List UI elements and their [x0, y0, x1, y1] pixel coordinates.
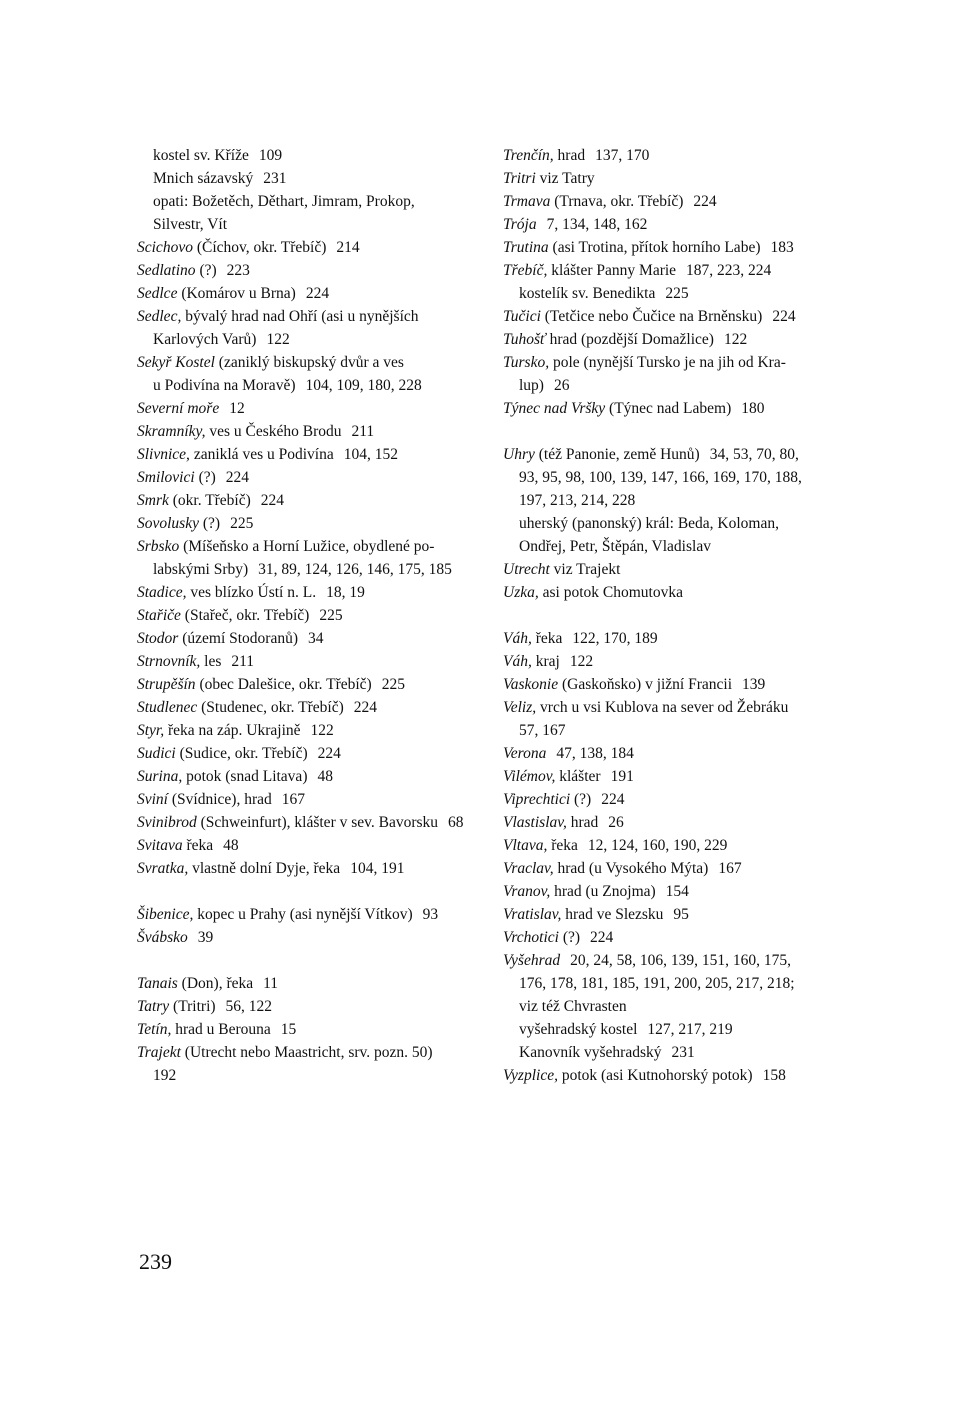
index-entry	[137, 765, 457, 788]
entry-pages: 104, 109, 180, 228	[305, 377, 422, 394]
entry-text: hrad u Berouna	[175, 1021, 271, 1038]
entry-text: viz Trajekt	[553, 561, 621, 578]
entry-text: Karlových Varů)	[153, 331, 257, 348]
entry-pages: 158	[762, 1067, 786, 1084]
entry-text: vrch u vsi Kublova na sever od Žebráku	[540, 699, 789, 716]
index-entry	[503, 397, 825, 420]
entry-text: Silvestr, Vít	[153, 216, 228, 233]
entry-text: (území Stodoranů)	[182, 630, 299, 647]
entry-headword: Uzka,	[503, 584, 539, 601]
index-entry	[137, 351, 457, 374]
entry-text: (Týnec nad Labem)	[609, 400, 732, 417]
entry-headword: Studlenec	[137, 699, 198, 716]
index-entry	[137, 903, 457, 926]
index-entry	[503, 811, 825, 834]
index-entry	[137, 443, 457, 466]
entry-headword: Smilovici	[137, 469, 195, 486]
entry-headword: Vrchotici	[503, 929, 559, 946]
entry-pages: 167	[718, 860, 742, 877]
entry-headword: Sovolusky	[137, 515, 199, 532]
entry-pages: 20, 24, 58, 106, 139, 151, 160, 175,	[570, 952, 791, 969]
entry-pages: 122	[266, 331, 290, 348]
index-entry	[503, 857, 825, 880]
index-entry	[503, 144, 825, 167]
index-entry	[503, 1041, 825, 1064]
entry-pages: 224	[693, 193, 717, 210]
index-entry	[503, 765, 825, 788]
index-entry	[137, 167, 457, 190]
entry-headword: Vraclav,	[503, 860, 554, 877]
entry-text: hrad	[557, 147, 586, 164]
index-entry	[503, 972, 825, 995]
entry-headword: Trenčín,	[503, 147, 554, 164]
entry-pages: 104, 152	[343, 446, 398, 463]
index-entry	[137, 328, 457, 351]
entry-headword: Stařiče	[137, 607, 181, 624]
entry-pages: 122	[723, 331, 748, 348]
entry-pages: 214	[336, 239, 360, 256]
index-entry	[137, 604, 457, 627]
entry-pages: 12, 124, 160, 190, 229	[587, 837, 728, 854]
index-entry	[137, 190, 457, 213]
index-entry	[503, 719, 825, 742]
entry-pages: 26	[608, 814, 624, 831]
entry-pages: 176, 178, 181, 185, 191, 200, 205, 217, 218;	[519, 975, 795, 992]
index-entry	[137, 627, 457, 650]
index-entry	[137, 144, 457, 167]
entry-text: (?)	[202, 515, 221, 532]
entry-headword: Svitava	[137, 837, 183, 854]
entry-headword: Sedlatino	[137, 262, 196, 279]
index-entry	[137, 282, 457, 305]
index-entry	[503, 167, 825, 190]
index-entry	[137, 374, 457, 397]
entry-text: (Gaskoňsko) v jižní Francii	[561, 676, 733, 693]
entry-text: (Utrecht nebo Maastricht, srv. pozn. 50)	[184, 1044, 433, 1061]
entry-headword: Stadice,	[137, 584, 187, 601]
entry-pages: 48	[317, 768, 333, 785]
entry-headword: Sekyř Kostel	[137, 354, 215, 371]
entry-text: (okr. Třebíč)	[172, 492, 251, 509]
entry-headword: Slivnice,	[137, 446, 190, 463]
entry-text: hrad ve Slezsku	[565, 906, 664, 923]
entry-pages: 137, 170	[595, 147, 650, 164]
entry-pages: 224	[772, 308, 796, 325]
entry-pages: 224	[590, 929, 614, 946]
entry-text: klášter Panny Marie	[551, 262, 677, 279]
entry-pages: 224	[353, 699, 378, 716]
index-entry	[137, 719, 457, 742]
entry-text: hrad	[570, 814, 599, 831]
entry-text: uherský (panonský) král: Beda, Koloman,	[519, 515, 779, 532]
entry-pages: 211	[351, 423, 375, 440]
section-gap	[503, 604, 825, 627]
index-entry	[503, 696, 825, 719]
index-entry	[503, 512, 825, 535]
index-entry	[503, 949, 825, 972]
entry-pages: 68	[448, 814, 464, 831]
entry-headword: Váh,	[503, 653, 532, 670]
index-entry	[137, 420, 457, 443]
entry-text: (Svídnice), hrad	[171, 791, 272, 808]
entry-pages: 139	[742, 676, 766, 693]
index-entry	[503, 351, 825, 374]
entry-text: viz též Chvrasten	[519, 998, 627, 1015]
entry-text: (Tritri)	[173, 998, 216, 1015]
entry-headword: Svratka,	[137, 860, 189, 877]
entry-headword: Svinibrod	[137, 814, 197, 831]
index-entry	[503, 903, 825, 926]
index-entry	[137, 236, 457, 259]
section-gap	[137, 880, 457, 903]
entry-text: u Podivína na Moravě)	[153, 377, 296, 394]
entry-text: labskými Srby)	[153, 561, 249, 578]
entry-pages: 93, 95, 98, 100, 139, 147, 166, 169, 170, 188,	[519, 469, 802, 486]
entry-text: (Tetčice nebo Čučice na Brněnsku)	[544, 308, 763, 325]
entry-headword: Srbsko	[137, 538, 180, 555]
index-entry	[137, 788, 457, 811]
entry-pages: 12	[229, 400, 245, 417]
index-entry	[137, 305, 457, 328]
entry-text: (Studenec, okr. Třebíč)	[201, 699, 344, 716]
entry-headword: Vranov,	[503, 883, 551, 900]
index-entry	[503, 328, 825, 351]
entry-text: (zaniklý biskupský dvůr a ves	[218, 354, 404, 371]
entry-text: Ondřej, Petr, Štěpán, Vladislav	[519, 538, 711, 555]
entry-text: (obec Dalešice, okr. Třebíč)	[199, 676, 372, 693]
entry-pages: 154	[665, 883, 689, 900]
entry-headword: Trmava	[503, 193, 551, 210]
index-entry	[503, 466, 825, 489]
entry-text: viz Tatry	[539, 170, 595, 187]
index-entry	[137, 558, 457, 581]
entry-pages: 93	[422, 906, 439, 923]
entry-text: hrad (pozdější Domažlice)	[549, 331, 714, 348]
index-entry	[137, 834, 457, 857]
entry-headword: Vyzplice,	[503, 1067, 558, 1084]
entry-text: (Míšeňsko a Horní Lužice, obydlené po-	[183, 538, 435, 555]
entry-headword: Tursko,	[503, 354, 550, 371]
entry-text: kopec u Prahy (asi nynější Vítkov)	[197, 906, 413, 923]
entry-headword: Trajekt	[137, 1044, 181, 1061]
entry-text: Kanovník vyšehradský	[519, 1044, 662, 1061]
section-gap	[137, 949, 457, 972]
entry-pages: 7, 134, 148, 162	[546, 216, 648, 233]
entry-text: potok (asi Kutnohorský potok)	[561, 1067, 753, 1084]
entry-headword: Tučici	[503, 308, 541, 325]
entry-text: asi potok Chomutovka	[542, 584, 683, 601]
entry-text: (Komárov u Brna)	[181, 285, 296, 302]
entry-text: (Stařeč, okr. Třebíč)	[184, 607, 310, 624]
entry-headword: Scichovo	[137, 239, 193, 256]
entry-text: hrad (u Vysokého Mýta)	[557, 860, 709, 877]
entry-headword: Styr,	[137, 722, 165, 739]
index-entry	[503, 1064, 825, 1087]
entry-pages: 225	[665, 285, 689, 302]
entry-headword: Sedlce	[137, 285, 178, 302]
entry-pages: 31, 89, 124, 126, 146, 175, 185	[258, 561, 452, 578]
entry-text: opati: Božetěch, Děthart, Jimram, Prokop,	[153, 193, 415, 210]
index-entry	[137, 489, 457, 512]
entry-headword: Severní moře	[137, 400, 220, 417]
entry-headword: Sudici	[137, 745, 176, 762]
entry-pages: 225	[230, 515, 254, 532]
entry-text: ves blízko Ústí n. L.	[190, 584, 317, 601]
entry-text: (?)	[198, 469, 216, 486]
index-entry	[503, 236, 825, 259]
index-entry	[137, 1018, 457, 1041]
entry-text: vlastně dolní Dyje, řeka	[192, 860, 341, 877]
index-entry	[503, 443, 825, 466]
entry-headword: Skramníky,	[137, 423, 206, 440]
entry-headword: Verona	[503, 745, 547, 762]
entry-text: klášter	[559, 768, 601, 785]
entry-pages: 109	[258, 147, 283, 164]
entry-headword: Týnec nad Vršky	[503, 400, 606, 417]
entry-headword: Trutina	[503, 239, 549, 256]
entry-pages: 122	[310, 722, 334, 739]
entry-headword: Váh,	[503, 630, 532, 647]
index-entry	[137, 742, 457, 765]
entry-headword: Vilémov,	[503, 768, 556, 785]
entry-headword: Veliz,	[503, 699, 537, 716]
entry-headword: Uhry	[503, 446, 535, 463]
index-entry	[137, 466, 457, 489]
entry-pages: 18, 19	[326, 584, 365, 601]
entry-text: (Číchov, okr. Třebíč)	[196, 239, 327, 256]
entry-text: (Trnava, okr. Třebíč)	[554, 193, 684, 210]
entry-pages: 122, 170, 189	[572, 630, 658, 647]
entry-headword: Švábsko	[137, 929, 188, 946]
entry-text: (?)	[562, 929, 581, 946]
index-entry	[137, 535, 457, 558]
index-entry	[503, 558, 825, 581]
entry-headword: Tatry	[137, 998, 170, 1015]
index-entry	[503, 305, 825, 328]
entry-text: řeka	[535, 630, 563, 647]
entry-pages: 224	[317, 745, 341, 762]
entry-headword: Viprechtici	[503, 791, 571, 808]
entry-headword: Tritri	[503, 170, 536, 187]
index-entry	[503, 535, 825, 558]
entry-pages: 47, 138, 184	[556, 745, 634, 762]
entry-headword: Stodor	[137, 630, 179, 647]
index-entry	[503, 190, 825, 213]
index-entry	[503, 742, 825, 765]
entry-headword: Tanais	[137, 975, 178, 992]
entry-text: vyšehradský kostel	[519, 1021, 638, 1038]
entry-text: hrad (u Znojma)	[554, 883, 656, 900]
index-entry	[137, 811, 464, 834]
entry-text: řeka na záp. Ukrajině	[168, 722, 301, 739]
index-entry	[137, 213, 457, 236]
entry-text: (Don), řeka	[181, 975, 254, 992]
index-entry	[137, 1041, 457, 1064]
index-entry	[503, 627, 825, 650]
entry-headword: Strupěšín	[137, 676, 196, 693]
entry-pages: 192	[153, 1067, 177, 1084]
entry-pages: 15	[280, 1021, 297, 1038]
entry-text: Mnich sázavský	[153, 170, 254, 187]
index-entry	[137, 673, 457, 696]
entry-pages: 225	[319, 607, 343, 624]
entry-pages: 187, 223, 224	[686, 262, 772, 279]
entry-text: kostel sv. Kříže	[153, 147, 249, 164]
index-entry	[137, 1064, 457, 1087]
index-entry	[137, 857, 457, 880]
entry-pages: 191	[610, 768, 634, 785]
entry-pages: 167	[281, 791, 305, 808]
entry-pages: 231	[263, 170, 287, 187]
index-entry	[137, 696, 457, 719]
index-entry	[503, 581, 825, 604]
entry-pages: 180	[741, 400, 765, 417]
entry-pages: 223	[226, 262, 250, 279]
entry-pages: 224	[225, 469, 250, 486]
entry-headword: Tetín,	[137, 1021, 172, 1038]
entry-headword: Vyšehrad	[503, 952, 561, 969]
entry-pages: 183	[770, 239, 794, 256]
entry-text: řeka	[551, 837, 578, 854]
entry-headword: Surina,	[137, 768, 183, 785]
index-entry	[137, 512, 457, 535]
entry-pages: 48	[223, 837, 239, 854]
entry-headword: Trója	[503, 216, 537, 233]
index-entry	[503, 259, 825, 282]
index-entry	[503, 995, 825, 1018]
index-column-left	[137, 144, 464, 1087]
index-entry	[137, 581, 457, 604]
entry-pages: 34	[308, 630, 324, 647]
entry-text: les	[204, 653, 222, 670]
entry-pages: 104, 191	[350, 860, 405, 877]
index-entry	[503, 926, 825, 949]
entry-pages: 224	[305, 285, 330, 302]
entry-pages: 122	[569, 653, 594, 670]
index-entry	[503, 834, 825, 857]
entry-headword: Sedlec,	[137, 308, 182, 325]
index-entry	[503, 374, 825, 397]
entry-headword: Smrk	[137, 492, 169, 509]
entry-text: (?)	[574, 791, 592, 808]
entry-text: lup)	[519, 377, 544, 394]
entry-headword: Třebíč,	[503, 262, 548, 279]
index-entry	[503, 1018, 825, 1041]
entry-pages: 34, 53, 70, 80,	[709, 446, 799, 463]
entry-pages: 26	[553, 377, 570, 394]
entry-headword: Utrecht	[503, 561, 550, 578]
entry-text: (Schweinfurt), klášter v sev. Bavorsku	[200, 814, 439, 831]
entry-headword: Vlastislav,	[503, 814, 567, 831]
entry-headword: Sviní	[137, 791, 168, 808]
index-entry	[137, 650, 457, 673]
index-entry	[503, 489, 825, 512]
entry-text: zaniklá ves u Podivína	[193, 446, 334, 463]
index-entry	[503, 880, 825, 903]
entry-pages: 231	[671, 1044, 695, 1061]
index-entry	[503, 673, 825, 696]
entry-pages: 39	[197, 929, 214, 946]
entry-pages: 224	[260, 492, 285, 509]
entry-pages: 11	[263, 975, 279, 992]
entry-text: bývalý hrad nad Ohří (asi u nynějších	[185, 308, 419, 325]
entry-pages: 211	[231, 653, 255, 670]
entry-text: potok (snad Litava)	[186, 768, 308, 785]
index-entry	[137, 926, 457, 949]
index-column-right	[503, 144, 825, 1087]
entry-headword: Strnovník,	[137, 653, 201, 670]
entry-text: (Sudice, okr. Třebíč)	[179, 745, 308, 762]
entry-headword: Šibenice,	[137, 906, 194, 923]
index-entry	[503, 788, 825, 811]
page-number: 239	[139, 1249, 172, 1274]
entry-text: (asi Trotina, přítok horního Labe)	[552, 239, 761, 256]
entry-text: pole (nynější Tursko je na jih od Kra-	[552, 354, 786, 371]
index-entry	[137, 995, 457, 1018]
entry-text: kostelík sv. Benedikta	[519, 285, 656, 302]
index-entry	[503, 650, 825, 673]
entry-headword: Vaskonie	[503, 676, 559, 693]
entry-text: řeka	[186, 837, 214, 854]
entry-headword: Vratislav,	[503, 906, 562, 923]
section-gap	[503, 420, 825, 443]
entry-pages: 127, 217, 219	[647, 1021, 733, 1038]
entry-pages: 225	[381, 676, 405, 693]
index-entry	[137, 397, 457, 420]
entry-headword: Vltava,	[503, 837, 548, 854]
entry-pages: 224	[601, 791, 625, 808]
index-entry	[137, 259, 457, 282]
entry-pages: 95	[673, 906, 689, 923]
entry-pages: 57, 167	[519, 722, 566, 739]
entry-text: ves u Českého Brodu	[209, 423, 342, 440]
index-entry	[503, 213, 825, 236]
index-entry	[137, 972, 457, 995]
entry-text: (též Panonie, země Hunů)	[538, 446, 700, 463]
entry-text: (?)	[199, 262, 217, 279]
entry-headword: Tuhošť	[503, 331, 546, 348]
entry-pages: 56, 122	[225, 998, 273, 1015]
index-entry	[503, 282, 825, 305]
entry-pages: 197, 213, 214, 228	[519, 492, 636, 509]
entry-text: kraj	[535, 653, 560, 670]
